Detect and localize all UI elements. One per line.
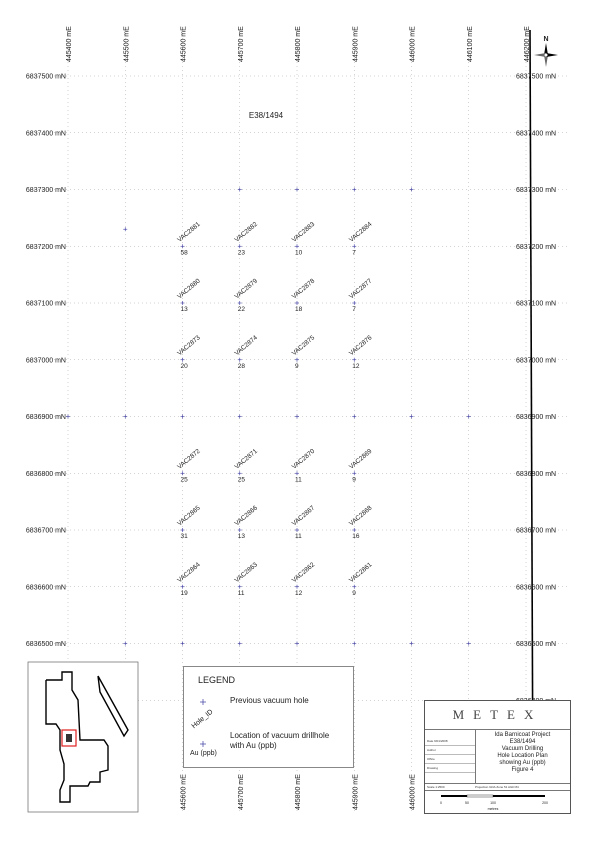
easting-label-top: 446100 mE <box>466 26 474 62</box>
drillhole <box>176 221 202 257</box>
drillhole-marker <box>238 528 242 532</box>
previous-hole-marker <box>238 188 242 192</box>
northing-label-right: 6837400 mN <box>516 130 557 138</box>
drillhole <box>348 221 374 257</box>
scale-bar <box>425 790 570 812</box>
drillhole-au-value: 10 <box>295 249 303 257</box>
drillhole <box>348 334 374 370</box>
drillhole-au-value: 12 <box>295 589 303 597</box>
drillhole-marker <box>238 471 242 475</box>
drillhole <box>291 448 317 484</box>
northing-label-right: 6837100 mN <box>516 300 557 308</box>
legend-previous-label: Previous vacuum hole <box>230 696 309 705</box>
previous-hole-marker <box>467 415 471 419</box>
locator-map <box>28 662 138 812</box>
northing-label-right: 6837500 mN <box>516 73 557 81</box>
drillhole <box>176 277 202 313</box>
previous-hole-marker <box>295 642 299 646</box>
title-line-1: Ida Barnicoat Project <box>494 732 551 738</box>
figure-title <box>475 729 570 783</box>
easting-label-bottom: 445600 mE <box>180 774 188 810</box>
drillhole-marker <box>181 244 185 248</box>
previous-hole-marker <box>352 415 356 419</box>
author-cell: Author <box>425 746 475 755</box>
previous-hole-marker <box>352 188 356 192</box>
title-line-6: Figure 4 <box>511 767 534 773</box>
drillhole-au-value: 11 <box>295 533 302 540</box>
drillhole <box>176 448 202 484</box>
previous-hole-marker <box>238 642 242 646</box>
company-logo: METEX <box>425 701 570 730</box>
drillhole-au-value: 22 <box>237 306 245 313</box>
easting-label-top: 445400 mE <box>66 26 73 62</box>
title-block <box>424 700 571 814</box>
drillhole-marker <box>181 301 185 305</box>
legend <box>183 666 354 768</box>
title-line-3: Vacuum Drilling <box>501 746 544 752</box>
northing-label-right: 6837000 mN <box>516 357 557 365</box>
easting-labels-top <box>66 26 531 62</box>
date-cell: Date 9/01/2008 <box>425 737 475 746</box>
drillhole-au-value: 12 <box>352 362 360 370</box>
drillhole-au-value: 20 <box>180 362 188 370</box>
drillhole-au-value: 13 <box>180 306 188 313</box>
drillhole-id: VAC2867 <box>290 504 317 528</box>
easting-label-top: 445600 mE <box>180 26 188 62</box>
drillhole-id: VAC2872 <box>176 447 202 471</box>
drillhole <box>234 561 260 597</box>
northing-label-right: 6837300 mN <box>516 187 557 194</box>
easting-label-top: 445700 mE <box>237 26 245 62</box>
tenement-label: E38/1494 <box>248 111 284 120</box>
drillhole-au-value: 31 <box>180 533 188 540</box>
northing-label-left: 6836800 mN <box>25 470 66 478</box>
drillhole-id: VAC2875 <box>290 334 317 358</box>
drillhole-id: VAC2869 <box>348 447 374 471</box>
title-line-2: E38/1494 <box>509 739 536 745</box>
drillhole-au-value: 23 <box>237 249 245 257</box>
drillhole-au-value: 13 <box>237 533 245 540</box>
previous-vacuum-holes <box>66 188 471 646</box>
north-arrow-label: N <box>543 36 549 43</box>
drillhole-id: VAC2884 <box>348 220 374 244</box>
northing-labels-right <box>516 74 556 705</box>
easting-label-top: 445500 mE <box>123 26 131 62</box>
drillhole-id: VAC2879 <box>233 277 259 301</box>
northing-label-left: 6836500 mN <box>25 641 66 648</box>
drillhole-au-value: 16 <box>352 533 360 540</box>
title-line-4: Hole Location Plan <box>497 753 548 759</box>
title-line-5: showing Au (ppb) <box>499 760 546 766</box>
previous-hole-marker <box>181 415 185 419</box>
scale-text: Scale 1:2500 <box>427 785 445 789</box>
easting-label-bottom: 445900 mE <box>352 774 360 810</box>
easting-label-top: 446000 mE <box>409 26 417 62</box>
northing-label-left: 6836600 mN <box>25 584 66 592</box>
drillhole <box>234 504 260 540</box>
north-arrow <box>534 36 558 67</box>
drillhole-id: VAC2866 <box>233 504 259 528</box>
northing-labels-left <box>26 74 66 649</box>
drillhole <box>234 277 260 313</box>
drillhole-marker <box>181 358 185 362</box>
northing-label-right: 6836700 mN <box>516 527 557 535</box>
previous-hole-marker <box>123 415 127 419</box>
scale-unit: metres <box>487 807 499 811</box>
previous-hole-marker <box>66 415 70 419</box>
drillhole-id: VAC2868 <box>348 504 374 528</box>
drillhole-marker <box>238 358 242 362</box>
drillhole-id: VAC2882 <box>233 220 259 244</box>
drillhole-au-value: 9 <box>352 589 356 597</box>
northing-label-right: 6836900 mN <box>516 414 557 421</box>
scale-tick-100: 100 <box>490 801 496 805</box>
drillhole <box>176 334 202 370</box>
projection-text: Projection GDA Zone 51 AGD 84 <box>475 785 519 789</box>
scale-tick-0: 0 <box>440 801 442 805</box>
drillhole-id: VAC2861 <box>348 561 374 585</box>
drillhole-au-value: 7 <box>352 306 356 313</box>
drillhole <box>291 561 317 597</box>
drillhole-au-value: 9 <box>352 476 356 484</box>
previous-hole-marker <box>410 642 414 646</box>
drillhole-au-value: 25 <box>180 476 188 484</box>
drillhole-marker <box>295 358 299 362</box>
easting-label-top: 446200 mE <box>524 26 531 62</box>
drillhole-id: VAC2874 <box>233 334 259 358</box>
drillhole-id: VAC2871 <box>233 447 259 471</box>
drillhole-marker <box>295 528 299 532</box>
title-block-info <box>425 729 476 783</box>
drillhole-id: VAC2878 <box>290 277 317 301</box>
drillhole-marker <box>352 358 356 362</box>
scale-tick-200: 200 <box>542 801 548 805</box>
drillhole <box>348 277 374 313</box>
drillhole-marker <box>352 585 356 589</box>
previous-hole-marker <box>410 188 414 192</box>
previous-hole-marker <box>295 188 299 192</box>
previous-hole-marker <box>295 415 299 419</box>
previous-hole-marker <box>238 415 242 419</box>
drillhole-au-value: 18 <box>295 306 303 313</box>
drillhole-marker <box>295 244 299 248</box>
drillhole-au-value: 58 <box>180 249 188 257</box>
drillhole-marker <box>181 471 185 475</box>
legend-sample-value: Au (ppb) <box>190 750 217 757</box>
drillhole-marker <box>352 244 356 248</box>
scale-tick-50: 50 <box>465 801 469 805</box>
drillhole <box>291 221 317 257</box>
drillhole <box>348 504 374 540</box>
drillhole-id: VAC2873 <box>176 334 202 358</box>
drillhole-marker <box>295 585 299 589</box>
drillhole <box>291 277 317 313</box>
office-cell: Office <box>425 755 475 764</box>
drillhole-au-value: 28 <box>237 362 245 370</box>
drillhole <box>176 561 202 597</box>
drillhole-marker <box>352 301 356 305</box>
drillhole <box>348 561 374 597</box>
vacuum-drillholes <box>176 221 373 597</box>
drillhole-au-value: 19 <box>180 589 188 597</box>
easting-label-bottom: 445700 mE <box>237 774 245 810</box>
drillhole-marker <box>352 528 356 532</box>
northing-label-left: 6837100 mN <box>25 300 66 308</box>
northing-label-left: 6837200 mN <box>25 243 66 251</box>
previous-hole-marker <box>181 642 185 646</box>
easting-label-top: 445800 mE <box>295 26 302 62</box>
drillhole <box>291 504 317 540</box>
drillhole-id: VAC2863 <box>233 561 259 585</box>
drillhole-marker <box>295 301 299 305</box>
drillhole <box>348 448 374 484</box>
drillhole-id: VAC2876 <box>348 334 374 358</box>
northing-label-left: 6837400 mN <box>25 130 66 138</box>
legend-drillhole-label-1: Location of vacuum drillhole <box>230 731 330 740</box>
drillhole-id: VAC2881 <box>176 220 202 244</box>
drillhole-id: VAC2870 <box>290 447 317 471</box>
legend-sample-id: Hole_ID <box>190 708 215 731</box>
drillhole-au-value: 9 <box>295 362 299 370</box>
drillhole-marker <box>352 471 356 475</box>
easting-label-bottom: 446000 mE <box>409 774 417 810</box>
drillhole <box>176 504 202 540</box>
drawing-cell: Drawing <box>425 764 475 773</box>
drillhole-id: VAC2862 <box>290 561 317 585</box>
previous-hole-symbol <box>198 697 208 707</box>
drillhole-au-value: 7 <box>352 249 356 257</box>
previous-hole-marker <box>123 227 127 231</box>
drillhole-id: VAC2865 <box>176 504 202 528</box>
drillhole <box>234 221 260 257</box>
drillhole <box>234 448 260 484</box>
previous-hole-marker <box>352 642 356 646</box>
northing-label-right: 6836800 mN <box>516 470 557 478</box>
legend-drillhole-label-2: with Au (ppb) <box>230 741 277 750</box>
drillhole-symbol <box>198 739 208 749</box>
easting-label-top: 445900 mE <box>352 26 360 62</box>
legend-title: LEGEND <box>198 675 236 685</box>
northing-label-left: 6837500 mN <box>25 73 66 81</box>
drillhole-marker <box>181 528 185 532</box>
easting-label-bottom: 445800 mE <box>295 774 302 810</box>
tenement-boundary <box>530 30 533 812</box>
drillhole-marker <box>181 585 185 589</box>
northing-label-left: 6837300 mN <box>25 187 66 194</box>
drillhole <box>234 334 260 370</box>
northing-label-right: 6836600 mN <box>516 584 557 592</box>
drillhole-marker <box>238 301 242 305</box>
previous-hole-marker <box>123 642 127 646</box>
northing-label-left: 6837000 mN <box>25 357 66 365</box>
easting-labels-bottom <box>181 774 417 810</box>
northing-label-left: 6836900 mN <box>25 414 66 421</box>
drillhole-marker <box>238 244 242 248</box>
drillhole-marker <box>238 585 242 589</box>
drillhole-id: VAC2864 <box>176 561 202 585</box>
drillhole-id: VAC2880 <box>176 277 202 301</box>
drillhole-au-value: 11 <box>295 476 302 484</box>
drillhole-marker <box>295 471 299 475</box>
northing-label-right: 6836500 mN <box>516 641 557 648</box>
drillhole-id: VAC2877 <box>348 277 374 301</box>
drillhole-au-value: 25 <box>237 476 245 484</box>
previous-hole-marker <box>467 642 471 646</box>
previous-hole-marker <box>410 415 414 419</box>
northing-label-left: 6836700 mN <box>25 527 66 535</box>
drillhole-au-value: 11 <box>237 589 245 597</box>
northing-label-right: 6837200 mN <box>516 243 557 251</box>
drillhole <box>291 334 317 370</box>
drillhole-id: VAC2883 <box>290 220 317 244</box>
